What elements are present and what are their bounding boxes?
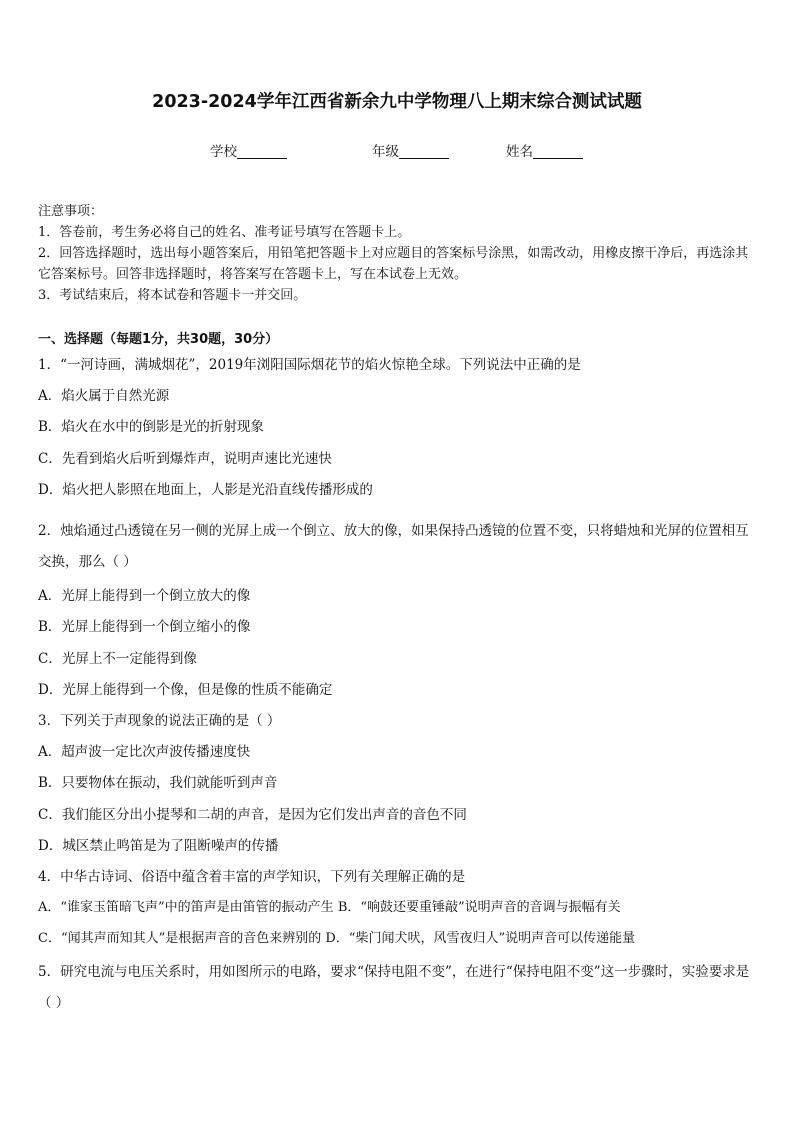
question-2-stem: 2．烛焰通过凸透镜在另一侧的光屏上成一个倒立、放大的像，如果保持凸透镜的位置不变，只将蜡烛和光屏的位置相互交换，那么（ ） [38,523,749,570]
q2-option-c: C．光屏上不一定能得到像 [38,651,197,667]
section-heading: 一、选择题（每题1分，共30题，30分） [38,332,279,347]
q1-option-c: C．先看到焰火后听到爆炸声，说明声速比光速快 [38,451,332,467]
name-field [506,140,583,160]
question-3-stem: 3．下列关于声现象的说法正确的是（ ） [38,713,281,729]
grade-blank [399,144,449,159]
notice-item-2: 2．回答选择题时，选出每小题答案后，用铅笔把答题卡上对应题目的答案标号涂黑，如需改动，用橡皮擦干净后，再选涂其它答案标号。回答非选择题时，将答案写在答题卡上，写在本试卷上无效。 [38,246,749,282]
question-1-stem: 1．“一河诗画，满城烟花”，2019年浏阳国际烟花节的焰火惊艳全球。下列说法中正确的是 [38,357,581,373]
q1-option-b: B．焰火在水中的倒影是光的折射现象 [38,419,264,435]
q2-option-a: A．光屏上能得到一个倒立放大的像 [38,588,251,604]
notice-item-1: 1．答卷前，考生务必将自己的姓名、准考证号填写在答题卡上。 [38,225,411,240]
page-title: 2023-2024学年江西省新余九中学物理八上期末综合测试试题 [152,92,642,112]
grade-label: 年级 [372,144,399,160]
name-blank [533,144,583,159]
q1-option-a: A．焰火属于自然光源 [38,388,170,404]
q3-option-d: D．城区禁止鸣笛是为了阻断噪声的传播 [38,838,279,854]
school-field [210,140,287,160]
q1-option-d: D．焰火把人影照在地面上，人影是光沿直线传播形成的 [38,482,373,498]
notice-item-3: 3．考试结束后，将本试卷和答题卡一并交回。 [38,288,307,303]
school-blank [237,144,287,159]
q3-option-a: A．超声波一定比次声波传播速度快 [38,744,251,760]
q3-option-b: B．只要物体在振动，我们就能听到声音 [38,775,278,791]
name-label: 姓名 [506,144,533,160]
q2-option-b: B．光屏上能得到一个倒立缩小的像 [38,619,251,635]
q4-options-ab: A．“谁家玉笛暗飞声”中的笛声是由笛管的振动产生 B．“响鼓还要重锤敲”说明声音的音调与振幅有关 [38,900,621,915]
q3-option-c: C．我们能区分出小提琴和二胡的声音，是因为它们发出声音的音色不同 [38,807,467,823]
notice-heading: 注意事项： [38,204,104,219]
q4-options-cd: C．“闻其声而知其人”是根据声音的音色来辨别的 D．“柴门闻犬吠，风雪夜归人”说明声音可以传递能量 [38,931,636,946]
school-label: 学校 [210,144,237,160]
grade-field [372,140,449,160]
question-5-stem: 5．研究电流与电压关系时，用如图所示的电路，要求“保持电阻不变”，在进行“保持电阻不变”这一步骤时，实验要求是（ ） [38,964,750,1011]
q2-option-d: D．光屏上能得到一个像，但是像的性质不能确定 [38,682,333,698]
question-4-stem: 4．中华古诗词、俗语中蕴含着丰富的声学知识，下列有关理解正确的是 [38,869,466,885]
